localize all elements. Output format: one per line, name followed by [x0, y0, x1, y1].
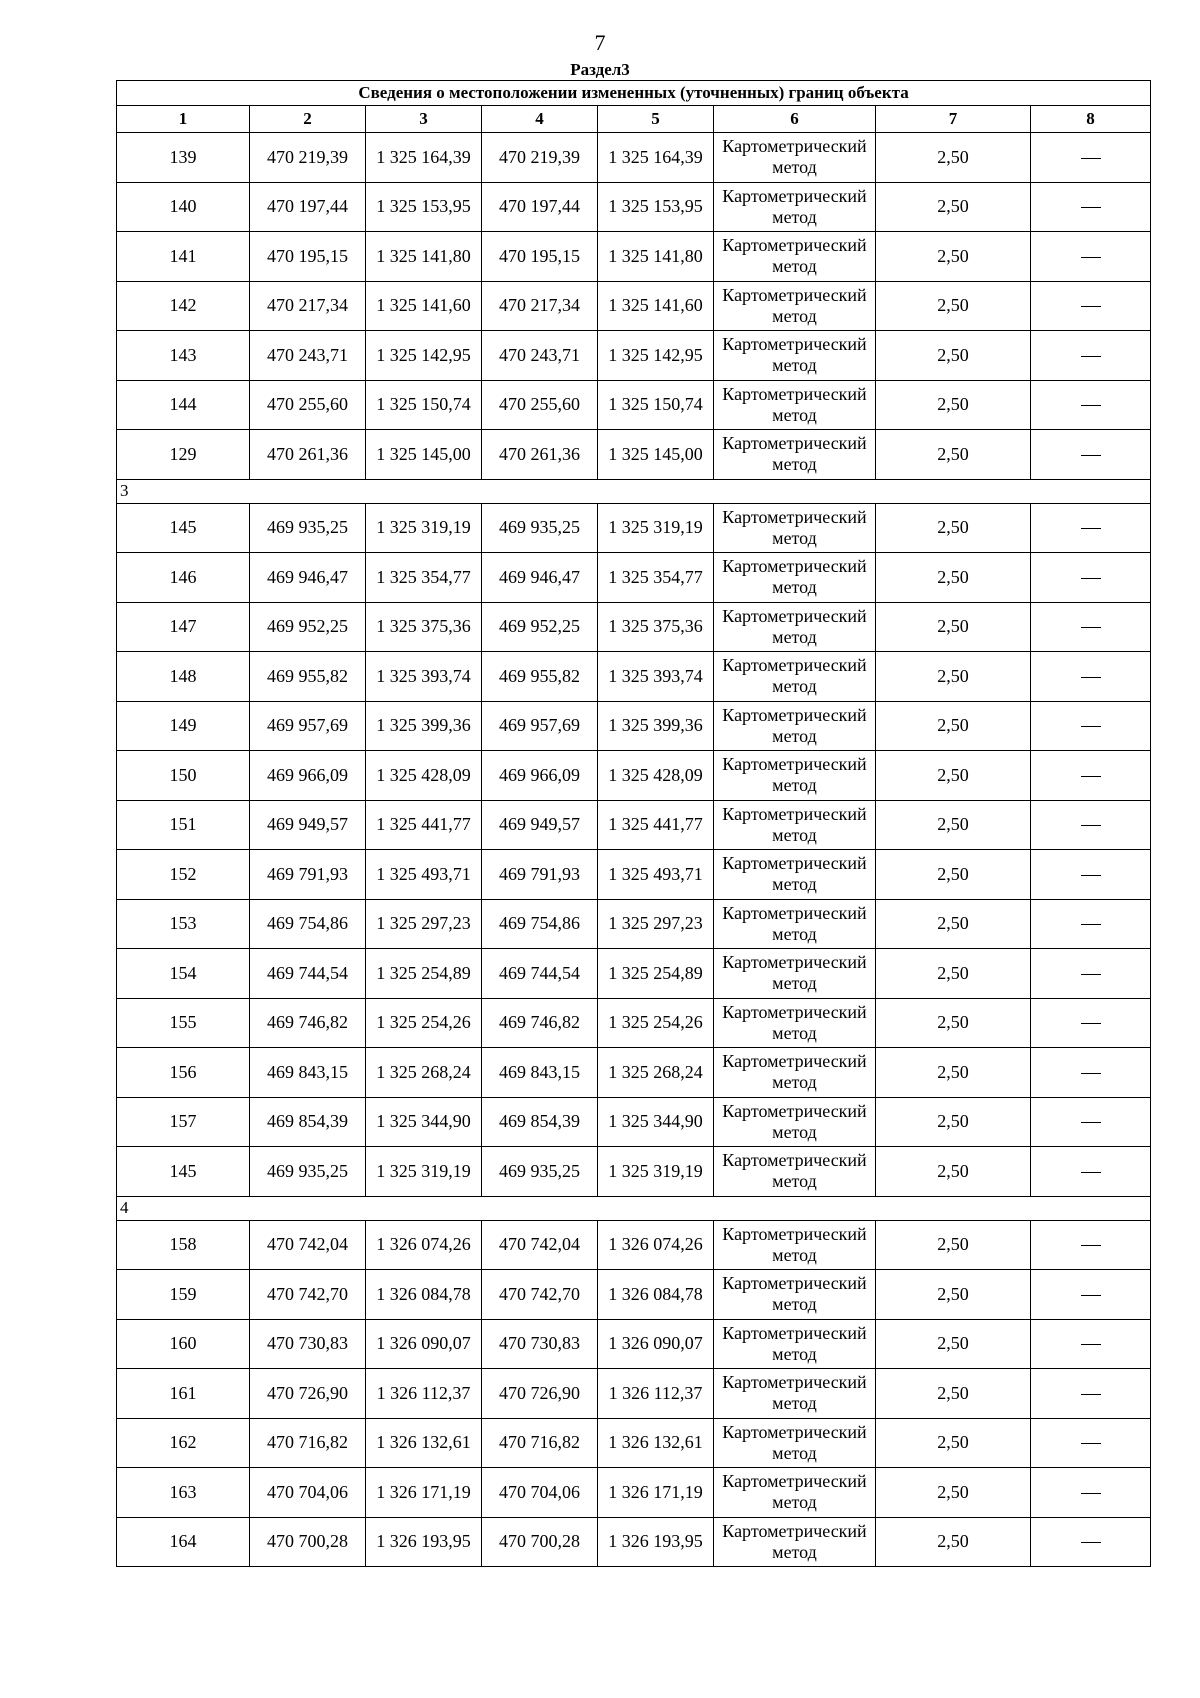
table-cell-col1: 148 — [117, 652, 250, 702]
table-cell-col2: 470 217,34 — [250, 281, 366, 331]
column-header-5: 5 — [598, 106, 714, 133]
dash-mark — [1081, 974, 1101, 976]
table-cell-col1: 163 — [117, 1468, 250, 1518]
note-cell — [1031, 281, 1151, 331]
note-cell — [1031, 1048, 1151, 1098]
method-cell: Картометрический метод — [714, 949, 876, 999]
note-cell — [1031, 1418, 1151, 1468]
dash-mark — [1081, 875, 1101, 877]
dash-mark — [1081, 1023, 1101, 1025]
dash-mark — [1081, 405, 1101, 407]
table-row — [117, 281, 1151, 331]
column-header-row — [117, 106, 1151, 133]
dash-mark — [1081, 1122, 1101, 1124]
note-cell — [1031, 949, 1151, 999]
note-cell — [1031, 998, 1151, 1048]
table-row — [117, 602, 1151, 652]
method-cell: Картометрический метод — [714, 553, 876, 603]
table-cell-col4: 469 746,82 — [482, 998, 598, 1048]
table-cell-col4: 469 754,86 — [482, 899, 598, 949]
table-row — [117, 1468, 1151, 1518]
table-cell-col5: 1 325 141,80 — [598, 232, 714, 282]
table-cell-col4: 470 716,82 — [482, 1418, 598, 1468]
table-cell-col1: 161 — [117, 1369, 250, 1419]
dash-mark — [1081, 306, 1101, 308]
table-caption: Сведения о местоположении измененных (уточненных) границ объекта — [117, 81, 1151, 106]
table-cell-col7: 2,50 — [876, 1048, 1031, 1098]
dash-mark — [1081, 578, 1101, 580]
table-body — [117, 133, 1151, 1567]
table-cell-col2: 469 957,69 — [250, 701, 366, 751]
note-cell — [1031, 850, 1151, 900]
table-cell-col7: 2,50 — [876, 1418, 1031, 1468]
table-cell-col4: 470 704,06 — [482, 1468, 598, 1518]
note-cell — [1031, 1147, 1151, 1197]
column-header-6: 6 — [714, 106, 876, 133]
table-cell-col1: 160 — [117, 1319, 250, 1369]
method-cell: Картометрический метод — [714, 899, 876, 949]
note-cell — [1031, 232, 1151, 282]
table-cell-col2: 469 744,54 — [250, 949, 366, 999]
table-cell-col7: 2,50 — [876, 1319, 1031, 1369]
table-cell-col1: 143 — [117, 331, 250, 381]
table-cell-col1: 145 — [117, 503, 250, 553]
table-row — [117, 751, 1151, 801]
table-cell-col3: 1 325 164,39 — [366, 133, 482, 183]
table-cell-col7: 2,50 — [876, 1270, 1031, 1320]
dash-mark — [1081, 776, 1101, 778]
contour-group-row — [117, 1196, 1151, 1220]
table-cell-col2: 470 219,39 — [250, 133, 366, 183]
table-cell-col1: 159 — [117, 1270, 250, 1320]
table-cell-col2: 469 854,39 — [250, 1097, 366, 1147]
table-cell-col2: 470 255,60 — [250, 380, 366, 430]
page-number: 7 — [594, 30, 606, 55]
column-header-1: 1 — [117, 106, 250, 133]
table-cell-col3: 1 325 141,60 — [366, 281, 482, 331]
table-cell-col1: 149 — [117, 701, 250, 751]
table-cell-col2: 470 716,82 — [250, 1418, 366, 1468]
note-cell — [1031, 1468, 1151, 1518]
table-cell-col1: 155 — [117, 998, 250, 1048]
table-cell-col1: 150 — [117, 751, 250, 801]
table-cell-col7: 2,50 — [876, 1097, 1031, 1147]
note-cell — [1031, 652, 1151, 702]
dash-mark — [1081, 1344, 1101, 1346]
table-row — [117, 701, 1151, 751]
table-cell-col3: 1 325 153,95 — [366, 182, 482, 232]
method-cell: Картометрический метод — [714, 800, 876, 850]
column-header-3: 3 — [366, 106, 482, 133]
dash-mark — [1081, 627, 1101, 629]
dash-mark — [1081, 207, 1101, 209]
table-cell-col2: 470 195,15 — [250, 232, 366, 282]
table-cell-col5: 1 326 084,78 — [598, 1270, 714, 1320]
table-row — [117, 1097, 1151, 1147]
table-row — [117, 850, 1151, 900]
table-cell-col7: 2,50 — [876, 751, 1031, 801]
table-cell-col7: 2,50 — [876, 331, 1031, 381]
method-cell: Картометрический метод — [714, 232, 876, 282]
dash-mark — [1081, 825, 1101, 827]
table-cell-col2: 470 742,70 — [250, 1270, 366, 1320]
method-cell: Картометрический метод — [714, 331, 876, 381]
table-cell-col1: 156 — [117, 1048, 250, 1098]
table-row — [117, 1418, 1151, 1468]
dash-mark — [1081, 677, 1101, 679]
table-cell-col1: 164 — [117, 1517, 250, 1567]
table-cell-col7: 2,50 — [876, 652, 1031, 702]
table-cell-col3: 1 325 150,74 — [366, 380, 482, 430]
table-cell-col3: 1 325 493,71 — [366, 850, 482, 900]
table-cell-col2: 469 946,47 — [250, 553, 366, 603]
table-cell-col5: 1 325 428,09 — [598, 751, 714, 801]
note-cell — [1031, 553, 1151, 603]
table-cell-col5: 1 325 142,95 — [598, 331, 714, 381]
table-cell-col3: 1 326 171,19 — [366, 1468, 482, 1518]
method-cell: Картометрический метод — [714, 1147, 876, 1197]
table-cell-col1: 154 — [117, 949, 250, 999]
table-cell-col1: 158 — [117, 1220, 250, 1270]
note-cell — [1031, 602, 1151, 652]
dash-mark — [1081, 1443, 1101, 1445]
table-cell-col7: 2,50 — [876, 850, 1031, 900]
table-cell-col2: 470 261,36 — [250, 430, 366, 480]
table-row — [117, 800, 1151, 850]
table-cell-col1: 145 — [117, 1147, 250, 1197]
method-cell: Картометрический метод — [714, 1319, 876, 1369]
note-cell — [1031, 1517, 1151, 1567]
table-row — [117, 380, 1151, 430]
table-cell-col5: 1 325 254,26 — [598, 998, 714, 1048]
note-cell — [1031, 182, 1151, 232]
table-row — [117, 503, 1151, 553]
table-cell-col5: 1 325 164,39 — [598, 133, 714, 183]
dash-mark — [1081, 1172, 1101, 1174]
table-cell-col3: 1 326 112,37 — [366, 1369, 482, 1419]
table-cell-col7: 2,50 — [876, 701, 1031, 751]
table-cell-col5: 1 325 375,36 — [598, 602, 714, 652]
table-cell-col4: 470 730,83 — [482, 1319, 598, 1369]
table-cell-col2: 469 966,09 — [250, 751, 366, 801]
table-cell-col4: 470 195,15 — [482, 232, 598, 282]
table-cell-col5: 1 325 493,71 — [598, 850, 714, 900]
note-cell — [1031, 1270, 1151, 1320]
table-cell-col1: 157 — [117, 1097, 250, 1147]
note-cell — [1031, 133, 1151, 183]
table-cell-col2: 469 746,82 — [250, 998, 366, 1048]
table-cell-col3: 1 325 428,09 — [366, 751, 482, 801]
table-cell-col4: 469 854,39 — [482, 1097, 598, 1147]
dash-mark — [1081, 257, 1101, 259]
table-cell-col4: 470 726,90 — [482, 1369, 598, 1419]
method-cell: Картометрический метод — [714, 133, 876, 183]
table-cell-col7: 2,50 — [876, 1517, 1031, 1567]
table-cell-col4: 469 952,25 — [482, 602, 598, 652]
table-cell-col7: 2,50 — [876, 899, 1031, 949]
method-cell: Картометрический метод — [714, 182, 876, 232]
method-cell: Картометрический метод — [714, 503, 876, 553]
table-cell-col4: 470 255,60 — [482, 380, 598, 430]
column-header-4: 4 — [482, 106, 598, 133]
table-cell-col5: 1 326 193,95 — [598, 1517, 714, 1567]
table-cell-col5: 1 325 441,77 — [598, 800, 714, 850]
table-cell-col3: 1 325 399,36 — [366, 701, 482, 751]
table-cell-col7: 2,50 — [876, 998, 1031, 1048]
table-cell-col5: 1 325 319,19 — [598, 1147, 714, 1197]
table-cell-col7: 2,50 — [876, 1147, 1031, 1197]
table-cell-col2: 469 754,86 — [250, 899, 366, 949]
dash-mark — [1081, 1493, 1101, 1495]
table-cell-col1: 151 — [117, 800, 250, 850]
table-cell-col2: 469 949,57 — [250, 800, 366, 850]
dash-mark — [1081, 1295, 1101, 1297]
column-header-2: 2 — [250, 106, 366, 133]
method-cell: Картометрический метод — [714, 1517, 876, 1567]
table-cell-col1: 129 — [117, 430, 250, 480]
method-cell: Картометрический метод — [714, 850, 876, 900]
method-cell: Картометрический метод — [714, 652, 876, 702]
table-cell-col5: 1 325 393,74 — [598, 652, 714, 702]
table-cell-col2: 470 197,44 — [250, 182, 366, 232]
table-cell-col7: 2,50 — [876, 430, 1031, 480]
table-cell-col3: 1 326 084,78 — [366, 1270, 482, 1320]
table-cell-col2: 469 955,82 — [250, 652, 366, 702]
table-cell-col2: 470 704,06 — [250, 1468, 366, 1518]
table-cell-col1: 147 — [117, 602, 250, 652]
table-row — [117, 1270, 1151, 1320]
table-row — [117, 1517, 1151, 1567]
table-cell-col2: 470 742,04 — [250, 1220, 366, 1270]
table-row — [117, 430, 1151, 480]
method-cell: Картометрический метод — [714, 430, 876, 480]
table-cell-col4: 470 261,36 — [482, 430, 598, 480]
contour-group-label: 3 — [117, 479, 1151, 503]
table-cell-col4: 469 935,25 — [482, 1147, 598, 1197]
note-cell — [1031, 430, 1151, 480]
table-cell-col5: 1 325 354,77 — [598, 553, 714, 603]
table-cell-col4: 469 744,54 — [482, 949, 598, 999]
table-cell-col4: 469 966,09 — [482, 751, 598, 801]
table-cell-col3: 1 325 297,23 — [366, 899, 482, 949]
table-cell-col3: 1 325 375,36 — [366, 602, 482, 652]
table-cell-col1: 141 — [117, 232, 250, 282]
table-cell-col7: 2,50 — [876, 380, 1031, 430]
note-cell — [1031, 899, 1151, 949]
table-cell-col5: 1 325 150,74 — [598, 380, 714, 430]
table-row — [117, 1369, 1151, 1419]
table-cell-col2: 470 700,28 — [250, 1517, 366, 1567]
table-cell-col4: 469 935,25 — [482, 503, 598, 553]
table-cell-col4: 470 700,28 — [482, 1517, 598, 1567]
note-cell — [1031, 1369, 1151, 1419]
method-cell: Картометрический метод — [714, 1270, 876, 1320]
table-cell-col1: 146 — [117, 553, 250, 603]
table-cell-col3: 1 325 141,80 — [366, 232, 482, 282]
method-cell: Картометрический метод — [714, 380, 876, 430]
note-cell — [1031, 1319, 1151, 1369]
method-cell: Картометрический метод — [714, 751, 876, 801]
table-cell-col5: 1 326 171,19 — [598, 1468, 714, 1518]
dash-mark — [1081, 1394, 1101, 1396]
table-cell-col5: 1 325 141,60 — [598, 281, 714, 331]
table-cell-col2: 470 726,90 — [250, 1369, 366, 1419]
table-cell-col3: 1 325 319,19 — [366, 1147, 482, 1197]
table-cell-col3: 1 325 344,90 — [366, 1097, 482, 1147]
table-row — [117, 1220, 1151, 1270]
table-cell-col2: 469 935,25 — [250, 1147, 366, 1197]
table-cell-col3: 1 325 393,74 — [366, 652, 482, 702]
contour-group-row — [117, 479, 1151, 503]
table-cell-col2: 469 935,25 — [250, 503, 366, 553]
table-cell-col5: 1 326 090,07 — [598, 1319, 714, 1369]
table-cell-col4: 469 791,93 — [482, 850, 598, 900]
table-cell-col4: 469 957,69 — [482, 701, 598, 751]
dash-mark — [1081, 528, 1101, 530]
method-cell: Картометрический метод — [714, 701, 876, 751]
table-row — [117, 133, 1151, 183]
table-row — [117, 1319, 1151, 1369]
dash-mark — [1081, 1542, 1101, 1544]
method-cell: Картометрический метод — [714, 1220, 876, 1270]
table-cell-col5: 1 325 254,89 — [598, 949, 714, 999]
table-cell-col3: 1 325 145,00 — [366, 430, 482, 480]
table-cell-col5: 1 325 297,23 — [598, 899, 714, 949]
table-cell-col2: 469 791,93 — [250, 850, 366, 900]
method-cell: Картометрический метод — [714, 281, 876, 331]
table-row — [117, 182, 1151, 232]
table-cell-col3: 1 325 268,24 — [366, 1048, 482, 1098]
table-cell-col2: 469 843,15 — [250, 1048, 366, 1098]
method-cell: Картометрический метод — [714, 1369, 876, 1419]
method-cell: Картометрический метод — [714, 1048, 876, 1098]
note-cell — [1031, 751, 1151, 801]
dash-mark — [1081, 356, 1101, 358]
table-cell-col1: 152 — [117, 850, 250, 900]
table-cell-col5: 1 325 399,36 — [598, 701, 714, 751]
table-cell-col3: 1 326 193,95 — [366, 1517, 482, 1567]
note-cell — [1031, 800, 1151, 850]
note-cell — [1031, 503, 1151, 553]
table-cell-col5: 1 326 074,26 — [598, 1220, 714, 1270]
table-cell-col5: 1 325 319,19 — [598, 503, 714, 553]
table-cell-col5: 1 326 112,37 — [598, 1369, 714, 1419]
table-cell-col4: 470 243,71 — [482, 331, 598, 381]
coordinates-table — [116, 80, 1151, 1567]
note-cell — [1031, 1097, 1151, 1147]
table-cell-col5: 1 326 132,61 — [598, 1418, 714, 1468]
table-row — [117, 998, 1151, 1048]
table-cell-col3: 1 325 254,26 — [366, 998, 482, 1048]
dash-mark — [1081, 1073, 1101, 1075]
table-row — [117, 652, 1151, 702]
table-cell-col3: 1 325 319,19 — [366, 503, 482, 553]
table-cell-col7: 2,50 — [876, 602, 1031, 652]
table-row — [117, 331, 1151, 381]
contour-group-label: 4 — [117, 1196, 1151, 1220]
note-cell — [1031, 331, 1151, 381]
table-cell-col1: 140 — [117, 182, 250, 232]
table-row — [117, 1147, 1151, 1197]
method-cell: Картометрический метод — [714, 1097, 876, 1147]
table-cell-col7: 2,50 — [876, 949, 1031, 999]
table-cell-col1: 162 — [117, 1418, 250, 1468]
table-cell-col7: 2,50 — [876, 503, 1031, 553]
table-cell-col4: 469 949,57 — [482, 800, 598, 850]
dash-mark — [1081, 924, 1101, 926]
method-cell: Картометрический метод — [714, 602, 876, 652]
table-cell-col5: 1 325 344,90 — [598, 1097, 714, 1147]
table-row — [117, 553, 1151, 603]
method-cell: Картометрический метод — [714, 1418, 876, 1468]
dash-mark — [1081, 1245, 1101, 1247]
table-cell-col1: 139 — [117, 133, 250, 183]
table-cell-col7: 2,50 — [876, 281, 1031, 331]
table-cell-col1: 142 — [117, 281, 250, 331]
table-cell-col4: 470 197,44 — [482, 182, 598, 232]
column-header-7: 7 — [876, 106, 1031, 133]
method-cell: Картометрический метод — [714, 998, 876, 1048]
table-cell-col7: 2,50 — [876, 1220, 1031, 1270]
table-row — [117, 899, 1151, 949]
table-cell-col4: 470 217,34 — [482, 281, 598, 331]
table-cell-col3: 1 325 142,95 — [366, 331, 482, 381]
table-cell-col2: 470 243,71 — [250, 331, 366, 381]
method-cell: Картометрический метод — [714, 1468, 876, 1518]
table-cell-col3: 1 326 132,61 — [366, 1418, 482, 1468]
dash-mark — [1081, 158, 1101, 160]
table-cell-col4: 469 955,82 — [482, 652, 598, 702]
table-cell-col3: 1 326 090,07 — [366, 1319, 482, 1369]
note-cell — [1031, 1220, 1151, 1270]
column-header-8: 8 — [1031, 106, 1151, 133]
table-cell-col7: 2,50 — [876, 133, 1031, 183]
note-cell — [1031, 380, 1151, 430]
table-cell-col7: 2,50 — [876, 553, 1031, 603]
table-row — [117, 1048, 1151, 1098]
table-cell-col2: 470 730,83 — [250, 1319, 366, 1369]
table-cell-col3: 1 325 254,89 — [366, 949, 482, 999]
dash-mark — [1081, 455, 1101, 457]
table-cell-col7: 2,50 — [876, 800, 1031, 850]
table-cell-col5: 1 325 145,00 — [598, 430, 714, 480]
table-cell-col3: 1 325 441,77 — [366, 800, 482, 850]
table-cell-col4: 469 946,47 — [482, 553, 598, 603]
table-cell-col4: 470 742,04 — [482, 1220, 598, 1270]
table-cell-col4: 470 742,70 — [482, 1270, 598, 1320]
table-cell-col3: 1 325 354,77 — [366, 553, 482, 603]
table-row — [117, 232, 1151, 282]
table-cell-col1: 153 — [117, 899, 250, 949]
table-cell-col7: 2,50 — [876, 182, 1031, 232]
table-cell-col7: 2,50 — [876, 1369, 1031, 1419]
table-cell-col4: 469 843,15 — [482, 1048, 598, 1098]
table-cell-col5: 1 325 153,95 — [598, 182, 714, 232]
table-cell-col7: 2,50 — [876, 1468, 1031, 1518]
table-cell-col5: 1 325 268,24 — [598, 1048, 714, 1098]
dash-mark — [1081, 726, 1101, 728]
table-cell-col2: 469 952,25 — [250, 602, 366, 652]
table-row — [117, 949, 1151, 999]
table-cell-col3: 1 326 074,26 — [366, 1220, 482, 1270]
table-cell-col1: 144 — [117, 380, 250, 430]
note-cell — [1031, 701, 1151, 751]
table-cell-col4: 470 219,39 — [482, 133, 598, 183]
section-title: Раздел3 — [570, 60, 630, 79]
table-cell-col7: 2,50 — [876, 232, 1031, 282]
